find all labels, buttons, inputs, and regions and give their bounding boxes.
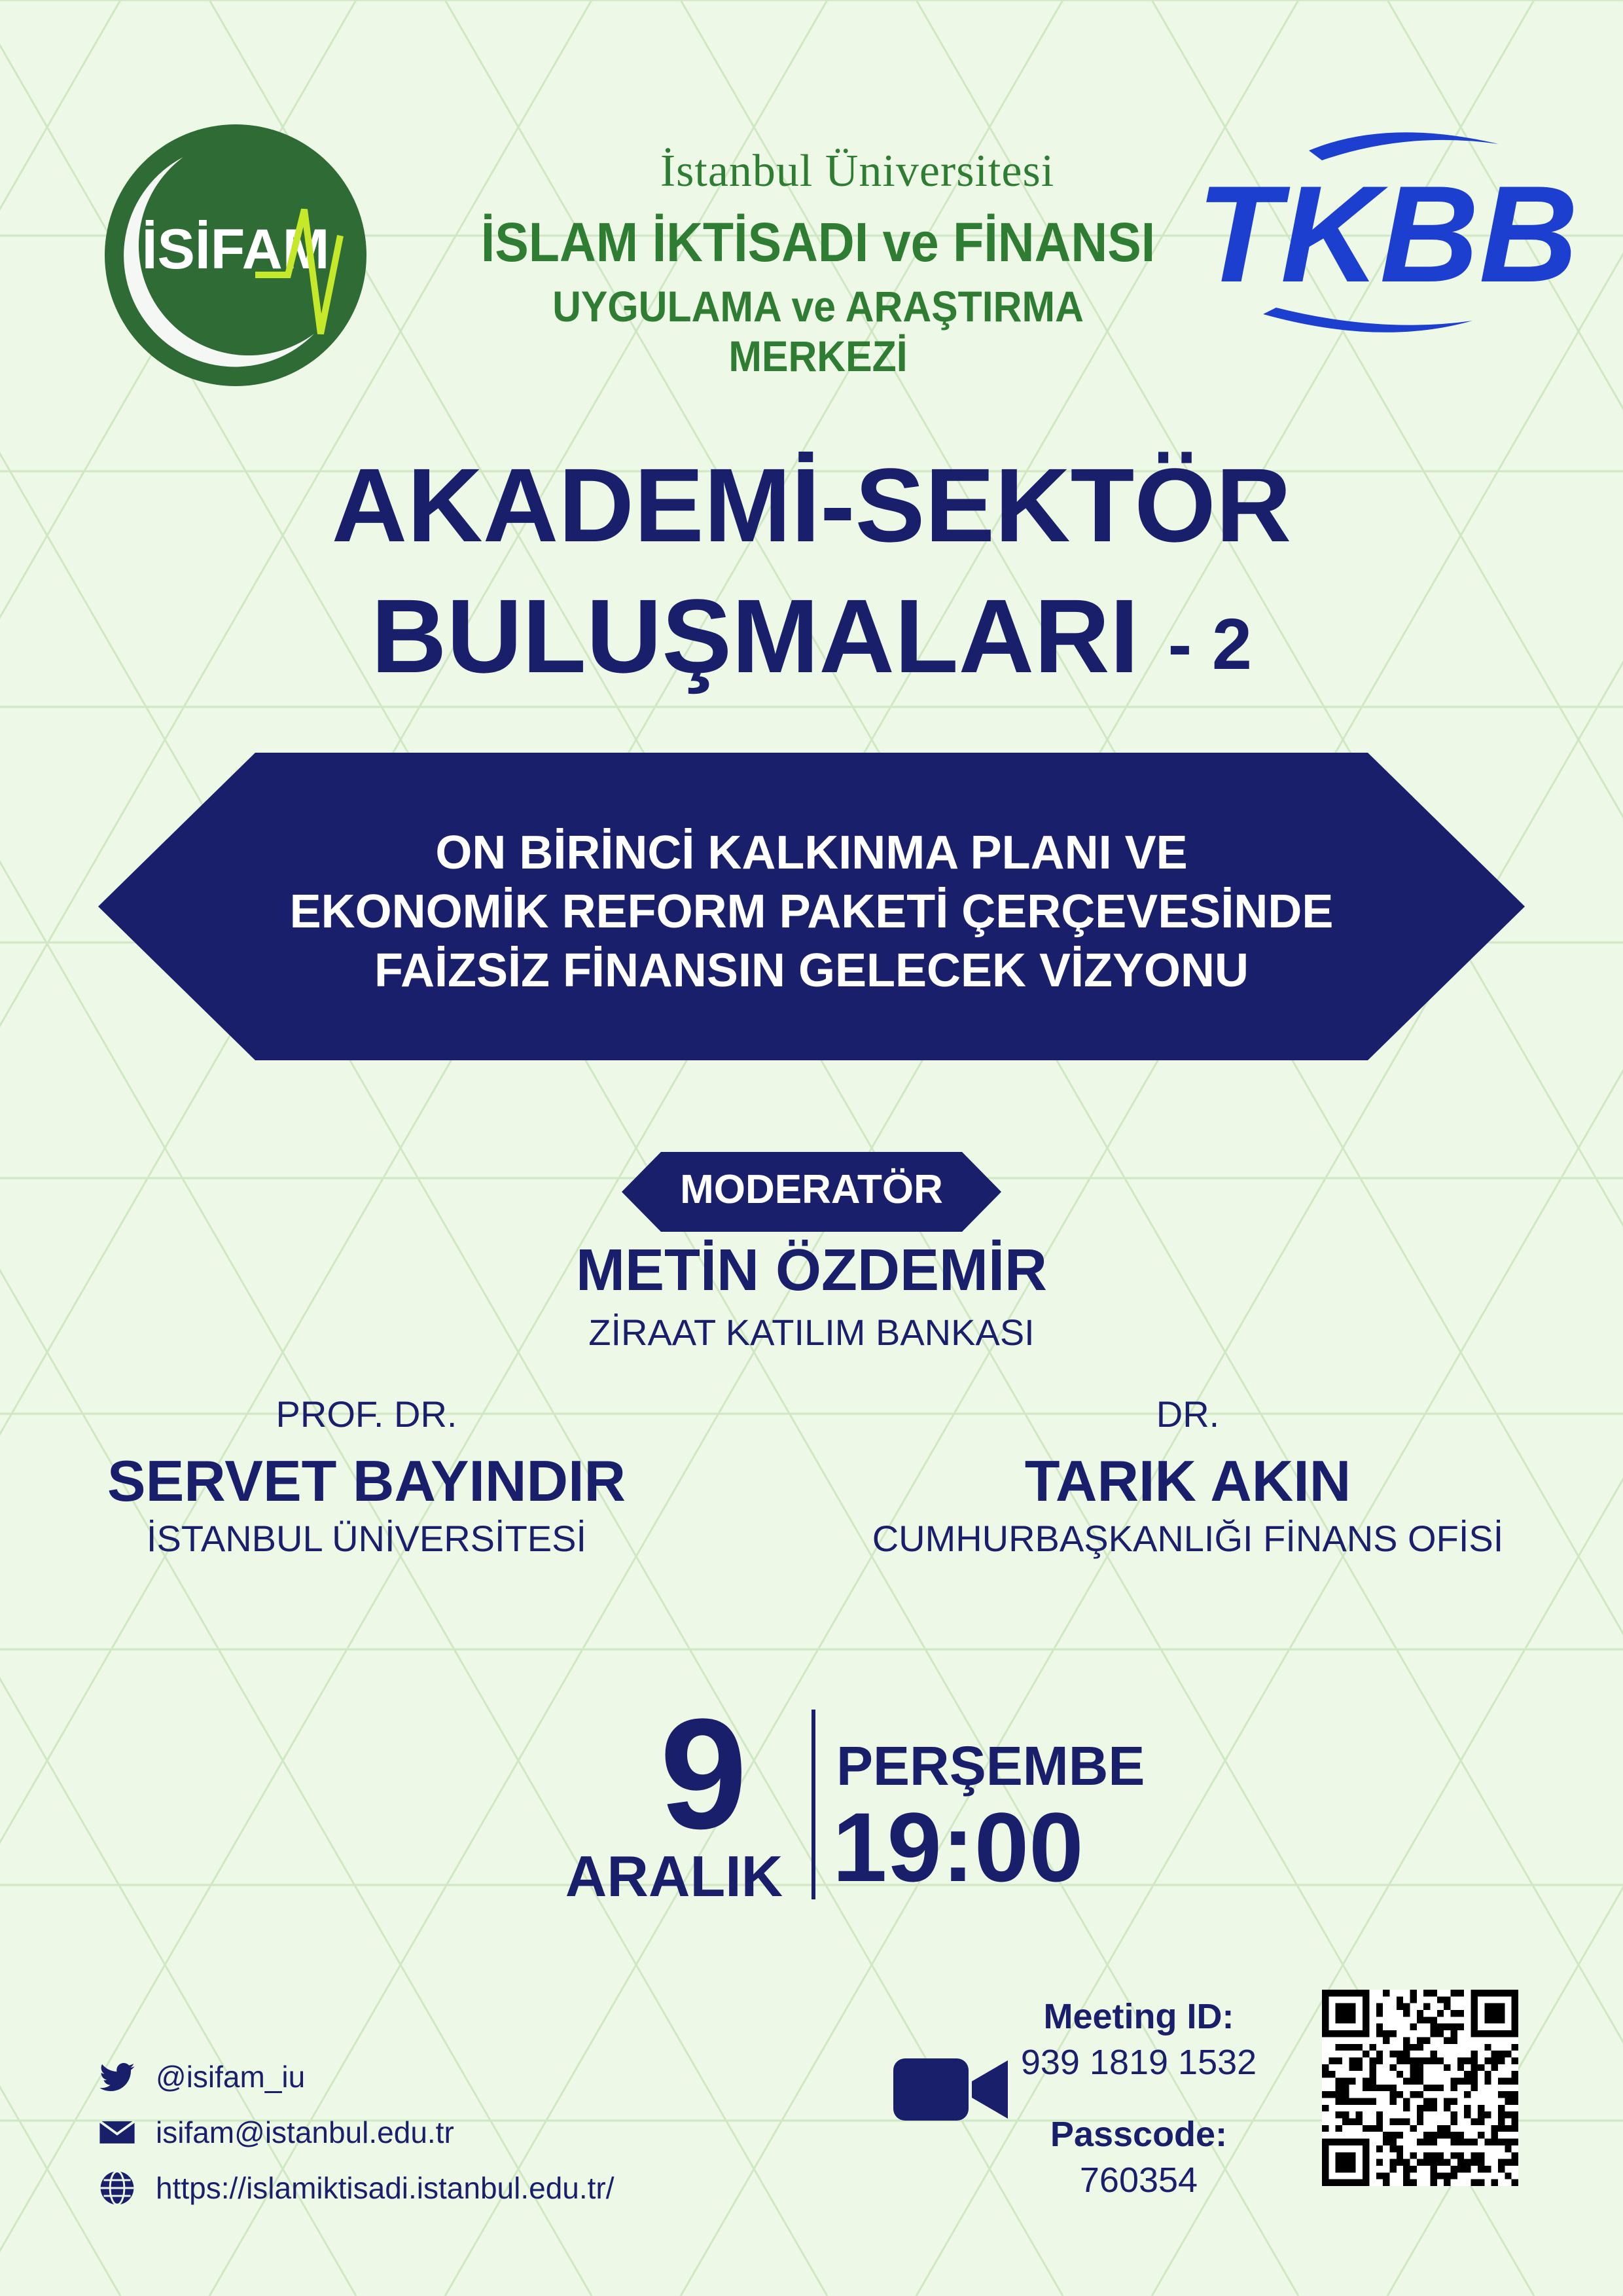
globe-icon (98, 2169, 136, 2207)
moderator-org: ZİRAAT KATILIM BANKASI (588, 1312, 1035, 1353)
website-url: https://islamiktisadi.istanbul.edu.tr/ (156, 2171, 615, 2205)
svg-text:TKBB: TKBB (1196, 157, 1578, 311)
contact-website[interactable] (98, 2168, 615, 2208)
event-title-line1: AKADEMİ-SEKTÖR (331, 446, 1292, 564)
topic-line1: ON BİRİNCİ KALKINMA PLANI VE (435, 827, 1188, 879)
event-title-number: - 2 (1168, 604, 1253, 685)
meeting-id-value: 939 1819 1532 (1020, 2043, 1257, 2082)
speaker-1-title: PROF. DR. (276, 1393, 457, 1435)
date-divider (812, 1710, 815, 1899)
isifam-logo (98, 118, 373, 393)
twitter-handle: @isifam_iu (156, 2060, 306, 2094)
speaker-2-org: CUMHURBAŞKANLIĞI FİNANS OFİSİ (872, 1518, 1504, 1559)
passcode-label: Passcode: (1050, 2115, 1228, 2154)
qr-code[interactable] (1322, 1990, 1518, 2186)
moderator-name: METİN ÖZDEMİR (576, 1238, 1047, 1303)
topic-line3: FAİZSİZ FİNANSIN GELECEK VİZYONU (374, 944, 1249, 997)
speaker-1-org: İSTANBUL ÜNİVERSİTESİ (146, 1518, 587, 1559)
event-title-main: BULUŞMALARI (370, 577, 1139, 694)
speaker-2-title: DR. (1156, 1393, 1220, 1435)
moderator-label: MODERATÖR (680, 1167, 943, 1212)
center-name-line1: İSLAM İKTİSADI ve FİNANSI (480, 211, 1156, 273)
passcode-value: 760354 (1079, 2161, 1198, 2200)
contact-twitter[interactable] (98, 2057, 305, 2096)
speaker-2-name: TARIK AKIN (1024, 1448, 1351, 1513)
svg-text:İSİFAM: İSİFAM (141, 218, 330, 281)
contact-email[interactable] (98, 2113, 454, 2152)
tkbb-logo (1196, 124, 1578, 347)
meeting-id-label: Meeting ID: (1043, 1997, 1234, 2036)
event-title-line2 (131, 576, 1492, 696)
event-day: 9 (660, 1686, 747, 1861)
university-name: İstanbul Üniversitesi (660, 146, 1055, 196)
topic-line2: EKONOMİK REFORM PAKETİ ÇERÇEVESİNDE (289, 886, 1334, 938)
email-address: isifam@istanbul.edu.tr (156, 2115, 454, 2149)
event-month: ARALIK (565, 1844, 783, 1909)
speaker-1-name: SERVET BAYINDIR (107, 1448, 626, 1513)
event-weekday: PERŞEMBE (836, 1735, 1145, 1797)
mail-icon (98, 2113, 136, 2151)
event-time: 19:00 (832, 1792, 1084, 1902)
twitter-icon (98, 2058, 136, 2096)
video-camera-icon (893, 2055, 1008, 2124)
center-name-line2: UYGULAMA ve ARAŞTIRMA MERKEZİ (552, 282, 1084, 380)
